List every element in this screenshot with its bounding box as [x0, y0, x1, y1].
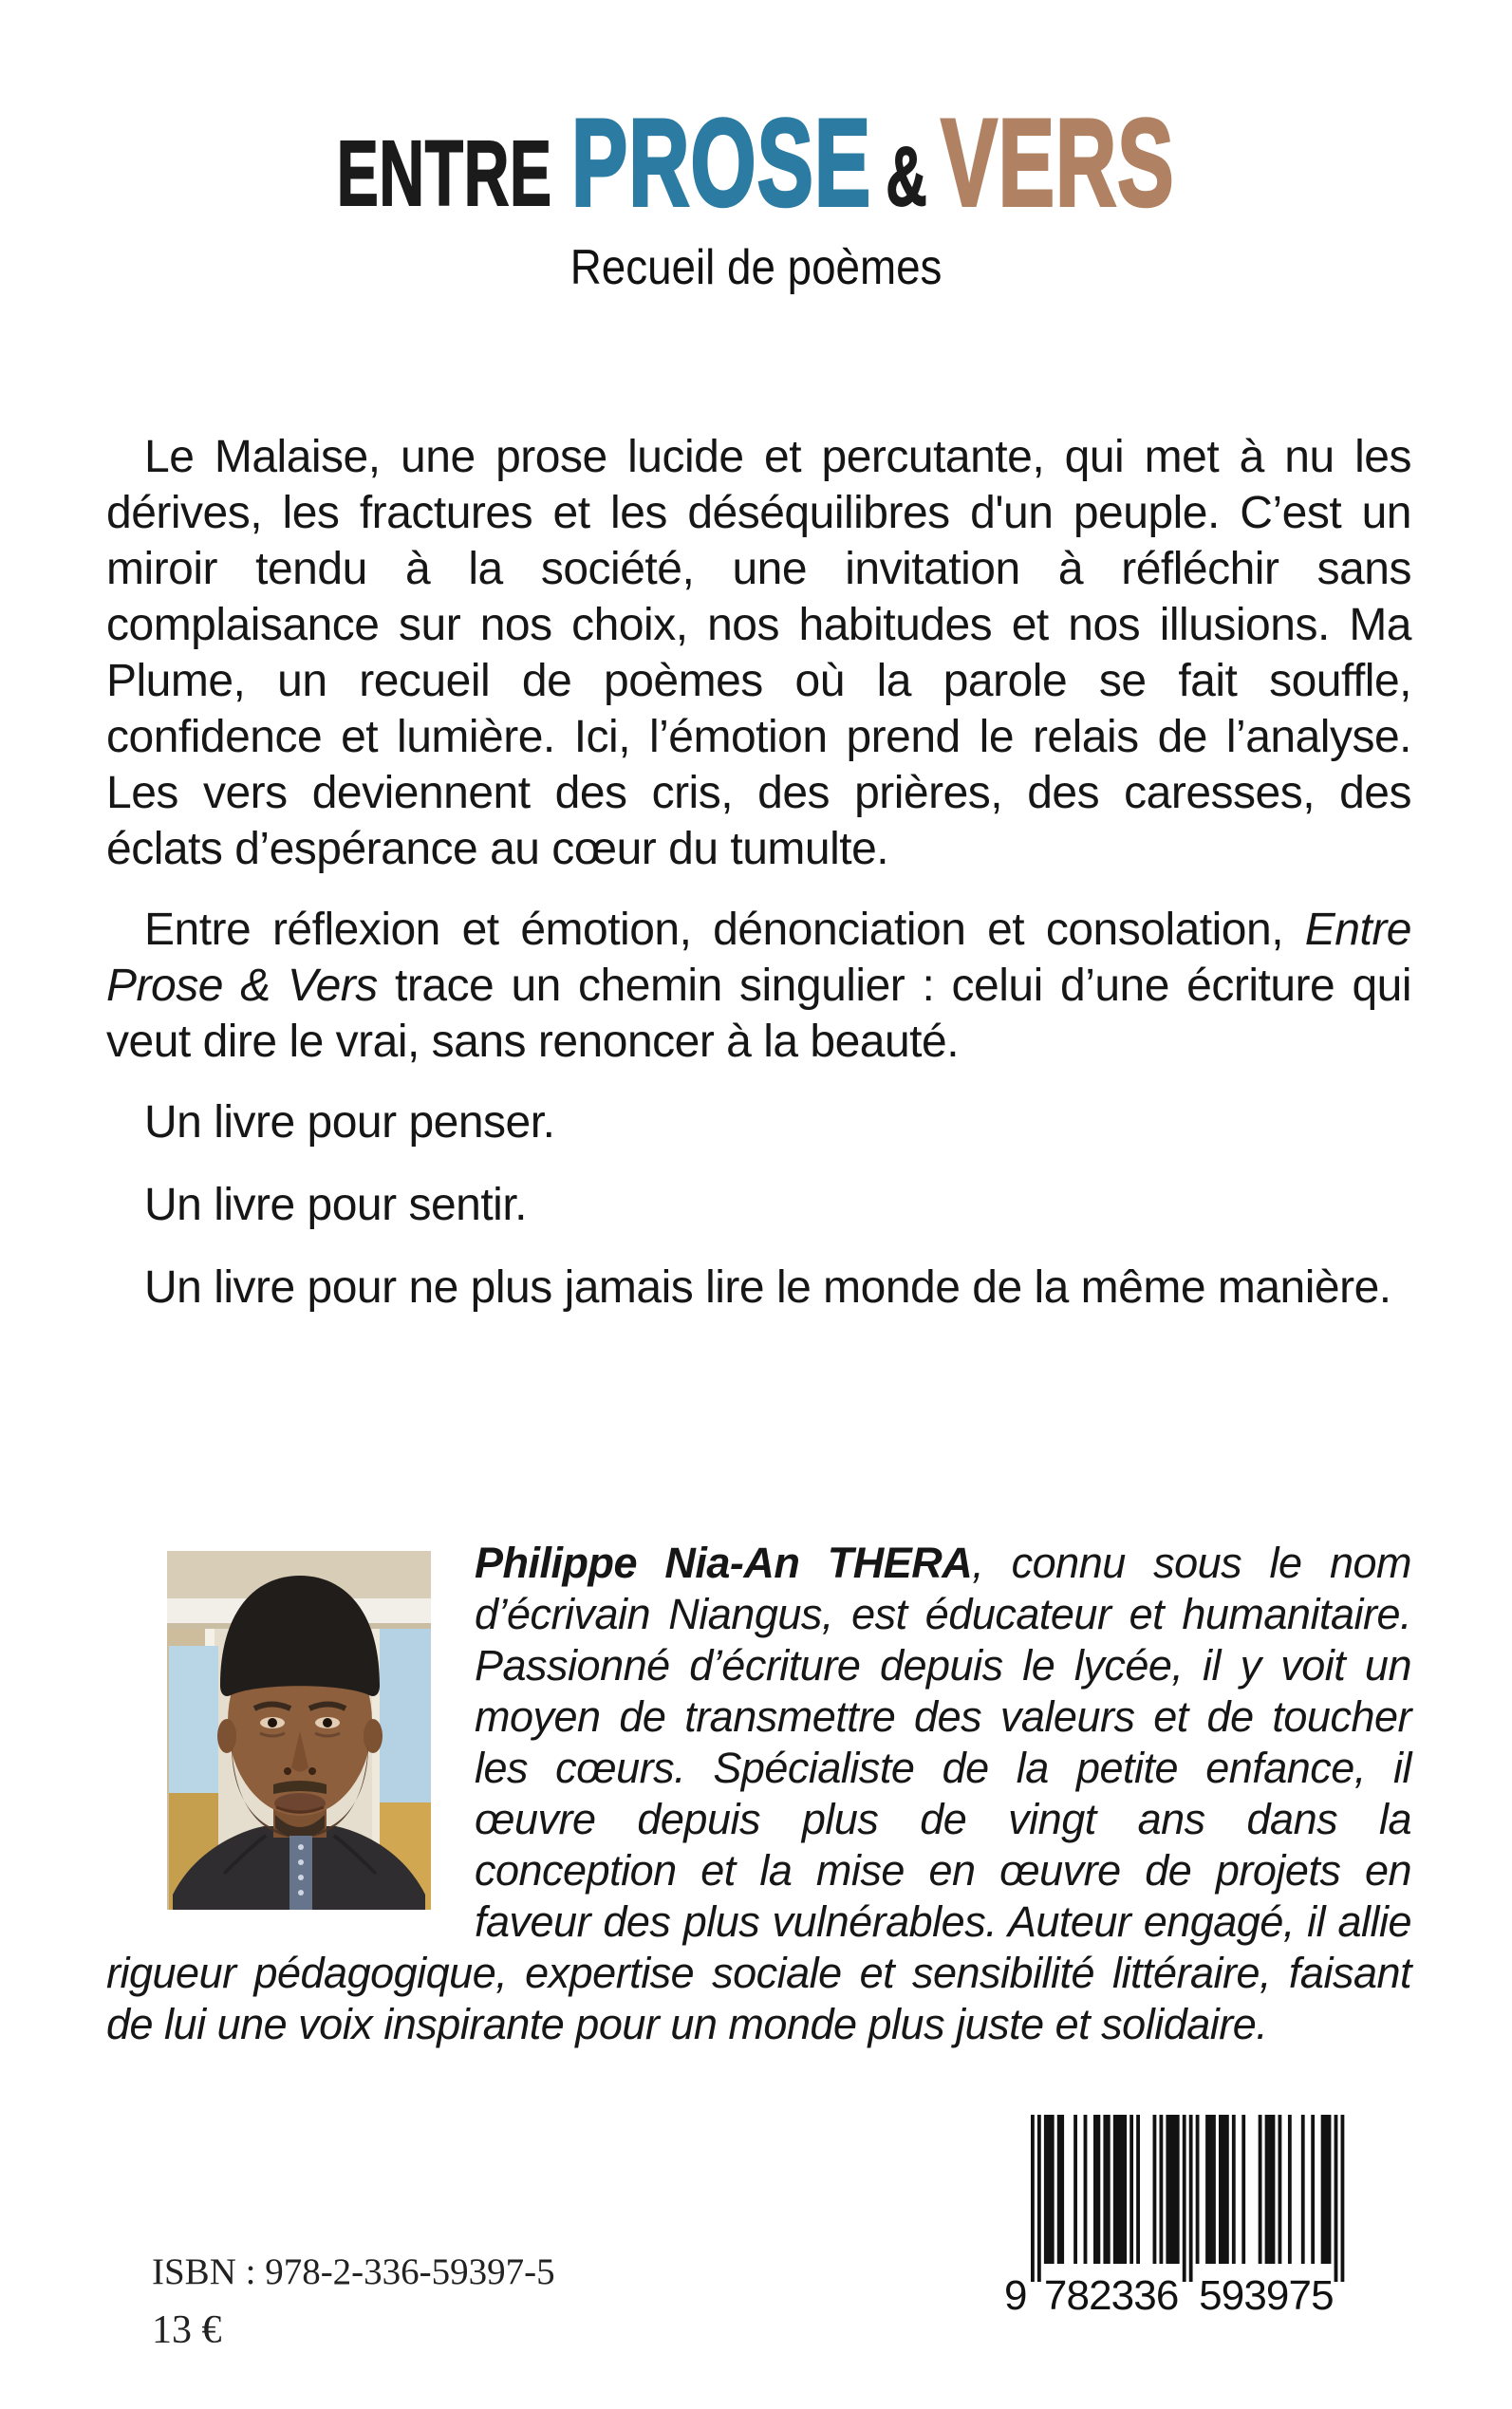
svg-text:782336: 782336 [1043, 2272, 1180, 2316]
title-ampersand: & [886, 129, 927, 223]
subtitle-row [0, 241, 1512, 295]
title-block [0, 93, 1512, 295]
blurb [106, 429, 1411, 1340]
author-bio [106, 1538, 1411, 2050]
book-title [337, 93, 1175, 232]
title-vers: VERS [941, 93, 1175, 232]
book-subtitle: Recueil de poèmes [569, 240, 943, 295]
svg-text:9: 9 [1004, 2272, 1028, 2316]
isbn-block [152, 2251, 555, 2352]
tagline-1: Un livre pour penser. [144, 1097, 555, 1148]
price-text: 13 € [152, 2308, 222, 2352]
isbn-text: ISBN : 978-2-336-59397-5 [152, 2251, 555, 2292]
tagline-3: Un livre pour ne plus jamais lire le monde de la même manière. [144, 1262, 1391, 1313]
author-photo [167, 1551, 431, 1910]
title-entre: ENTRE [337, 121, 552, 225]
title-prose: PROSE [571, 93, 872, 232]
author-bio-text: , connu sous le nom d’écrivain Niangus, est éducateur et humanitaire. Passionné d’écriture depuis le lycée, il y voit un moyen de transmettre des valeurs et de toucher les cœurs. Spécialiste de la petite enfance, il œuvre depuis plus de vingt ans dans la conception et la mise en œuvre de projets en faveur des plus vulnérables. Auteur engagé, il allie rigueur pédagogique, expertise sociale et sensibilité littéraire, faisant de lui une voix inspirante pour un monde plus juste et solidaire. [106, 1539, 1411, 2048]
blurb-p2-before: Entre réflexion et émotion, dénonciation et consolation, [144, 905, 1305, 955]
svg-text:593975: 593975 [1199, 2272, 1335, 2316]
blurb-paragraph-1: Le Malaise, une prose lucide et percutante, qui met à nu les dérives, les fractures et les déséquilibres d'un peuple. C’est un miroir tendu à la société, une invitation à réfléchir sans complaisance sur nos choix, nos habitudes et nos illusions. Ma Plume, un recueil de poèmes où la parole se fait souffle, confidence et lumière. Ici, l’émotion prend le relais de l’analyse. Les vers deviennent des cris, des prières, des caresses, des éclats d’espérance au cœur du tumulte. [106, 432, 1411, 874]
blurb-p2-book-title: Entre Prose & Vers [106, 905, 1411, 1011]
tagline-2: Un livre pour sentir. [144, 1180, 528, 1230]
blurb-paragraph-2 [106, 902, 1411, 1070]
author-name: Philippe Nia-An THERA [475, 1539, 973, 1587]
blurb-p2-after: trace un chemin singulier : celui d’une écriture qui veut dire le vrai, sans renoncer à la beauté. [106, 961, 1411, 1067]
ean13-barcode [999, 2115, 1352, 2316]
